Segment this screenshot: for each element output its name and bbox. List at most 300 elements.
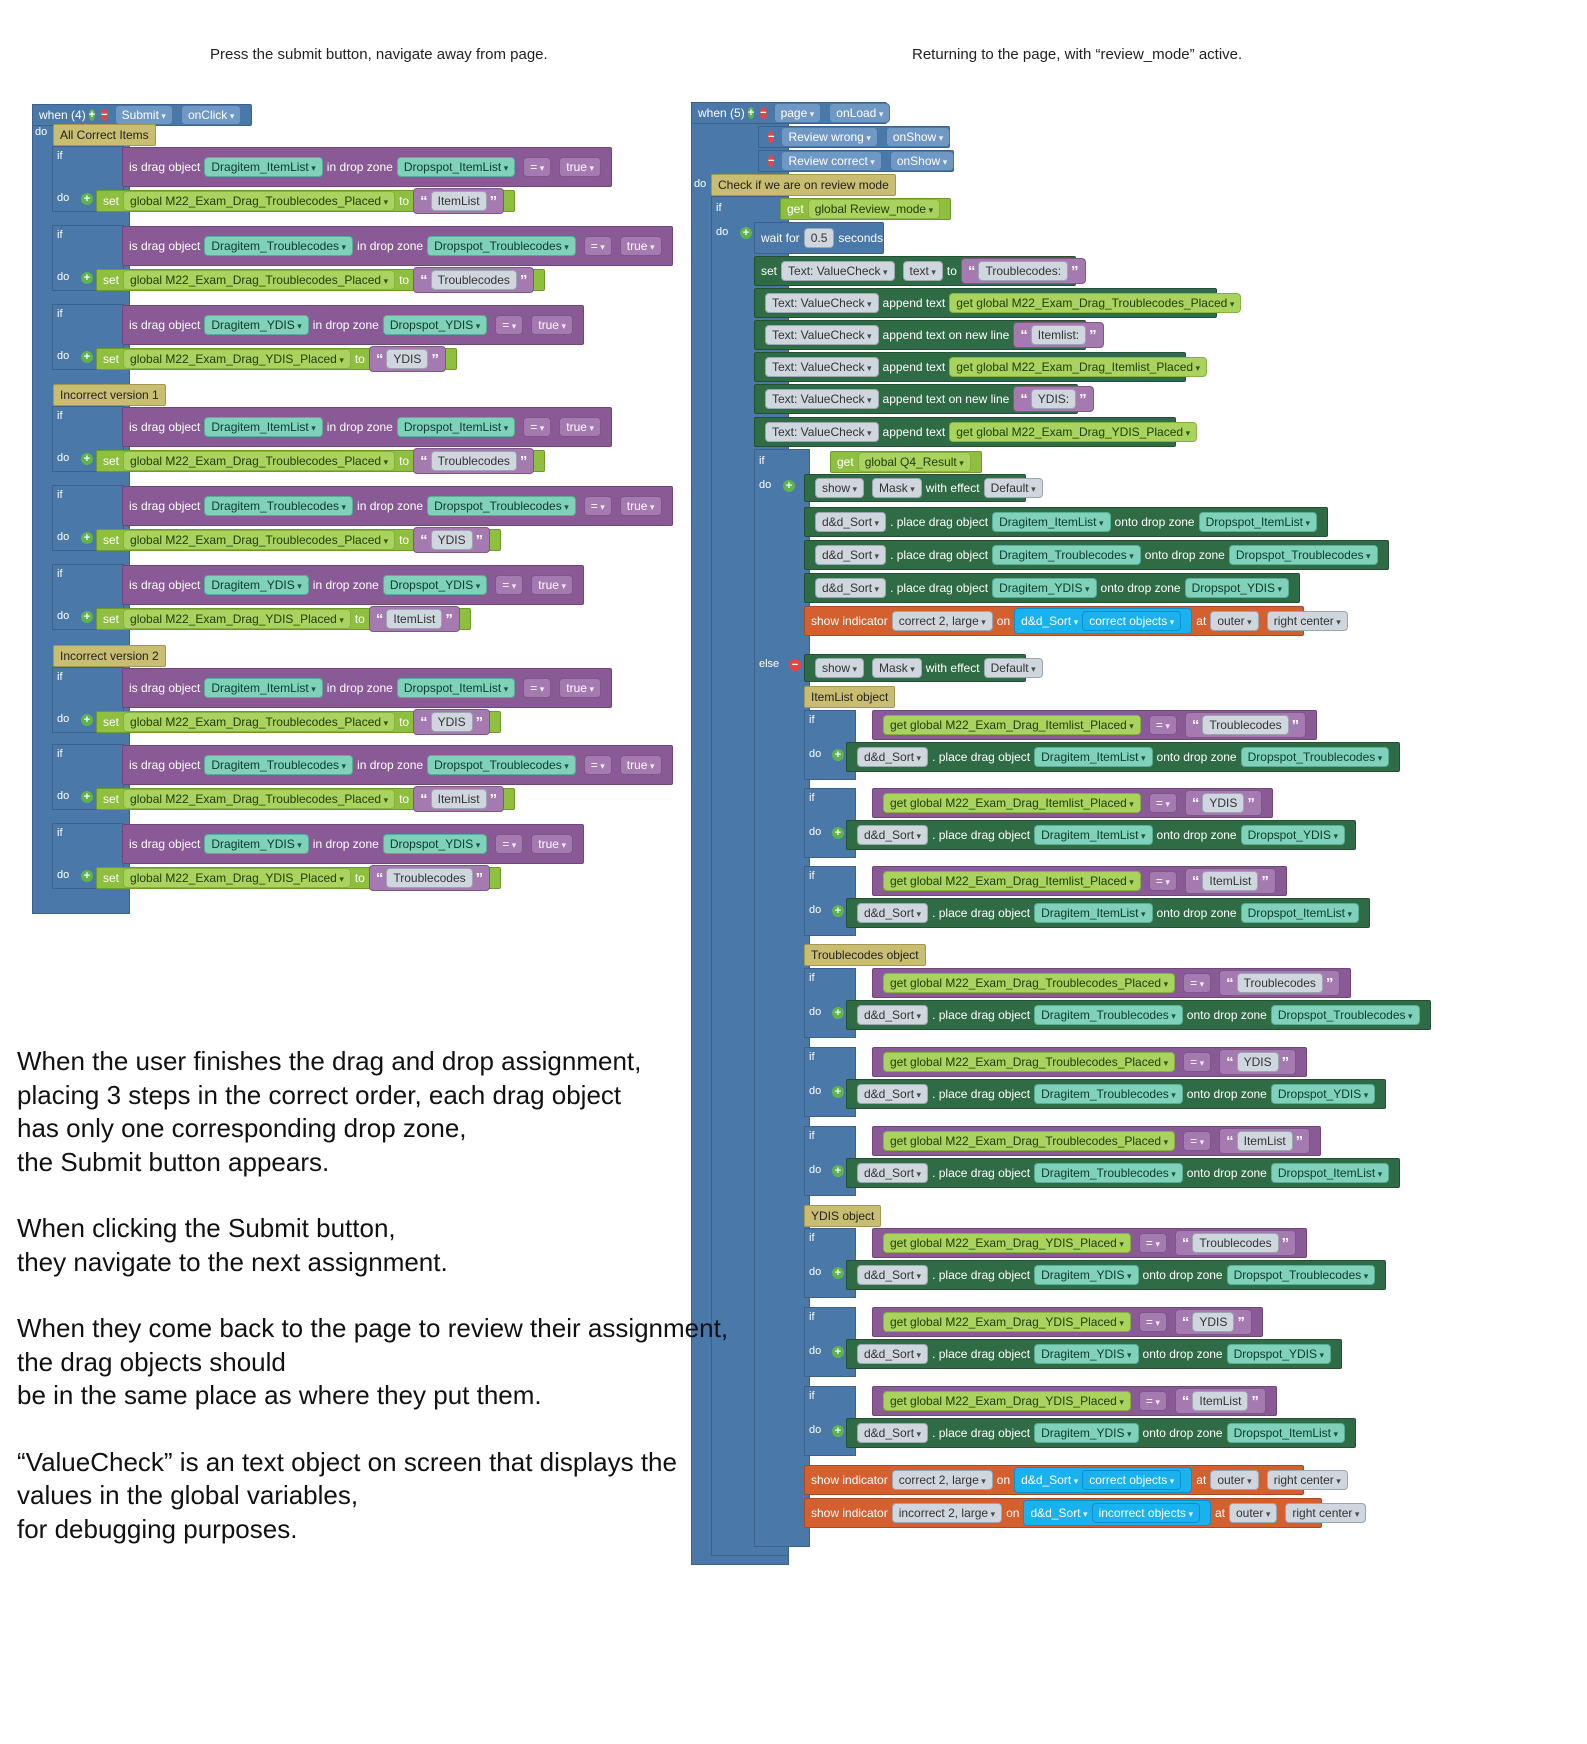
true-value[interactable]: true ▾ <box>531 315 573 335</box>
variable-field[interactable]: global M22_Exam_Drag_YDIS_Placed ▾ <box>910 1315 1124 1329</box>
add-icon[interactable]: + <box>832 1425 844 1437</box>
drop-zone-field[interactable]: Dropspot_ItemList ▾ <box>1199 512 1317 532</box>
open-quote-icon: “ <box>375 869 384 887</box>
position-field[interactable]: right center ▾ <box>1267 611 1348 631</box>
set-block <box>96 711 501 733</box>
in-drop-zone-label: in drop zone <box>357 758 424 772</box>
drag-object-field[interactable]: Dragitem_Troublecodes ▾ <box>204 496 353 516</box>
at-label: at <box>1196 614 1207 628</box>
drag-object-field[interactable]: Dragitem_YDIS ▾ <box>204 315 308 335</box>
value-string-text[interactable]: YDIS <box>1237 1052 1279 1072</box>
sort-target <box>1023 1500 1210 1526</box>
do-keyword: do <box>809 1006 822 1018</box>
comment-text: ItemList object <box>811 690 889 704</box>
equals-operator[interactable]: = ▾ <box>495 315 523 335</box>
label-string-text[interactable]: YDIS: <box>1031 389 1076 409</box>
variable-field[interactable]: global M22_Exam_Drag_Troublecodes_Placed ▾ <box>910 976 1168 990</box>
drop-zone-field[interactable]: Dropspot_YDIS ▾ <box>1271 1084 1375 1104</box>
add-icon[interactable]: + <box>81 870 93 882</box>
is-drag-object-label: is drag object <box>129 499 201 513</box>
sort-target <box>1014 608 1192 634</box>
q4-variable[interactable]: global Q4_Result ▾ <box>858 452 971 472</box>
variable-field[interactable]: global M22_Exam_Drag_YDIS_Placed ▾ <box>910 1236 1124 1250</box>
do-keyword: do <box>716 226 729 238</box>
equals-operator[interactable]: = ▾ <box>495 834 523 854</box>
open-quote-icon: “ <box>420 790 428 808</box>
description-para-3: When they come back to the page to review their assignment, the drag objects should be in the same place as where they put them. <box>17 1313 729 1410</box>
condition-block <box>122 226 673 266</box>
equals-operator[interactable]: = ▾ <box>523 157 551 177</box>
sort-object[interactable]: d&d_Sort ▾ <box>857 1423 928 1443</box>
add-icon[interactable]: + <box>81 532 93 544</box>
sort-object[interactable]: d&d_Sort ▾ <box>815 545 886 565</box>
add-icon[interactable]: + <box>832 1007 844 1019</box>
variable-field[interactable]: global M22_Exam_Drag_Troublecodes_Placed ▾ <box>123 270 395 290</box>
add-icon[interactable]: + <box>81 351 93 363</box>
drop-zone-field[interactable]: Dropspot_Troublecodes ▾ <box>1241 747 1390 767</box>
equals-operator[interactable]: = ▾ <box>1139 1391 1167 1411</box>
is-drag-object-label: is drag object <box>129 578 201 592</box>
outer-field[interactable]: outer ▾ <box>1229 1503 1277 1523</box>
do-keyword: do <box>57 790 70 802</box>
outer-field[interactable]: outer ▾ <box>1210 1470 1258 1490</box>
description-para-4: “ValueCheck” is an text object on screen that displays the values in the global variables, for debugging purposes. <box>17 1446 677 1544</box>
value-string <box>413 267 534 293</box>
value-string-text[interactable]: ItemList <box>431 789 487 809</box>
variable-field[interactable]: global M22_Exam_Drag_Troublecodes_Placed ▾ <box>123 712 395 732</box>
value-string-text[interactable]: Troublecodes <box>386 868 472 888</box>
close-quote-icon: ” <box>489 192 498 210</box>
do-keyword: do <box>694 178 707 190</box>
place-label: . place drag object <box>932 1268 1031 1282</box>
get-keyword: get <box>890 1236 911 1250</box>
sort-object[interactable]: d&d_Sort ▾ <box>857 903 928 923</box>
value-string <box>413 709 490 735</box>
remove-icon[interactable]: − <box>760 107 767 119</box>
sort-object[interactable]: d&d_Sort ▾ <box>1021 614 1078 628</box>
sort-object[interactable]: d&d_Sort ▾ <box>857 1344 928 1364</box>
comment-text: All Correct Items <box>60 128 149 142</box>
value-string <box>369 865 490 891</box>
do-keyword: do <box>35 126 48 138</box>
sort-object[interactable]: d&d_Sort ▾ <box>815 578 886 598</box>
do-keyword: do <box>809 904 822 916</box>
value-string-text[interactable]: YDIS <box>386 349 428 369</box>
drop-zone-field[interactable]: Dropspot_YDIS ▾ <box>1241 825 1345 845</box>
equals-operator[interactable]: = ▾ <box>584 496 612 516</box>
drag-object-field[interactable]: Dragitem_ItemList ▾ <box>204 678 322 698</box>
remove-icon[interactable]: − <box>789 659 801 671</box>
add-icon[interactable]: + <box>81 453 93 465</box>
drop-zone-field[interactable]: Dropspot_ItemList ▾ <box>397 678 515 698</box>
drag-object-field[interactable]: Dragitem_YDIS ▾ <box>204 575 308 595</box>
position-field[interactable]: right center ▾ <box>1267 1470 1348 1490</box>
objects-field[interactable]: correct objects ▾ <box>1082 611 1181 631</box>
indicator-type[interactable]: correct 2, large ▾ <box>892 1470 993 1490</box>
in-drop-zone-label: in drop zone <box>326 681 393 695</box>
variable-field[interactable]: global M22_Exam_Drag_Itemlist_Placed ▾ <box>910 718 1134 732</box>
drop-zone-field[interactable]: Dropspot_ItemList ▾ <box>1271 1163 1389 1183</box>
value-string <box>413 188 504 214</box>
when-block <box>32 104 252 126</box>
variable-field[interactable]: global M22_Exam_Drag_Troublecodes_Placed ▾ <box>910 1055 1168 1069</box>
add-icon[interactable]: + <box>832 1086 844 1098</box>
do-keyword: do <box>57 531 70 543</box>
wait-seconds-value[interactable]: 0.5 <box>804 228 835 248</box>
value-string-text[interactable]: ItemList <box>1237 1131 1293 1151</box>
description <box>17 1045 777 1579</box>
seconds-label: seconds <box>838 231 884 245</box>
to-keyword: to <box>354 871 365 885</box>
value-string-text[interactable]: YDIS <box>1192 1312 1234 1332</box>
label-string <box>1013 386 1093 412</box>
equals-operator[interactable]: = ▾ <box>1149 715 1177 735</box>
drop-zone-field[interactable]: Dropspot_Troublecodes ▾ <box>1227 1265 1376 1285</box>
drag-object-field[interactable]: Dragitem_ItemList ▾ <box>992 512 1110 532</box>
drop-zone-field[interactable]: Dropspot_ItemList ▾ <box>1227 1423 1345 1443</box>
value-string-text[interactable]: ItemList <box>1192 1391 1248 1411</box>
text-object[interactable]: Text: ValueCheck ▾ <box>765 293 879 313</box>
objects-field[interactable]: incorrect objects ▾ <box>1092 1503 1200 1523</box>
do-keyword: do <box>57 713 70 725</box>
event-row-3 <box>758 150 954 172</box>
troublecodes-string-text[interactable]: Troublecodes: <box>978 261 1068 281</box>
remove-icon[interactable]: − <box>101 109 108 121</box>
drop-zone-field[interactable]: Dropspot_YDIS ▾ <box>383 575 487 595</box>
value-string-text[interactable]: YDIS <box>1202 793 1244 813</box>
variable-field[interactable]: global M22_Exam_Drag_YDIS_Placed ▾ <box>123 868 351 888</box>
true-value[interactable]: true ▾ <box>559 678 601 698</box>
add-icon[interactable]: + <box>783 480 795 492</box>
get-keyword: get <box>890 718 911 732</box>
comment-block <box>804 944 926 966</box>
equals-operator[interactable]: = ▾ <box>523 417 551 437</box>
to-keyword: to <box>946 264 957 278</box>
if-keyword: if <box>809 870 815 882</box>
true-value[interactable]: true ▾ <box>559 157 601 177</box>
to-keyword: to <box>399 454 410 468</box>
if-keyword: if <box>809 1232 815 1244</box>
value-string <box>1219 970 1340 996</box>
set-block <box>96 788 515 810</box>
place-label: . place drag object <box>932 828 1031 842</box>
if-keyword: if <box>57 827 63 839</box>
variable-field[interactable]: global M22_Exam_Drag_YDIS_Placed ▾ <box>976 425 1190 439</box>
drag-object-field[interactable]: Dragitem_YDIS ▾ <box>204 834 308 854</box>
drop-zone-field[interactable]: Dropspot_ItemList ▾ <box>1241 903 1359 923</box>
drag-object-field[interactable]: Dragitem_ItemList ▾ <box>1034 825 1152 845</box>
sort-object[interactable]: d&d_Sort ▾ <box>815 512 886 532</box>
drag-object-field[interactable]: Dragitem_YDIS ▾ <box>1034 1344 1138 1364</box>
set-keyword: set <box>103 194 120 208</box>
is-drag-object-label: is drag object <box>129 239 201 253</box>
variable-field[interactable]: global M22_Exam_Drag_Troublecodes_Placed ▾ <box>976 296 1234 310</box>
equals-operator[interactable]: = ▾ <box>1149 871 1177 891</box>
condition-block <box>872 866 1287 896</box>
drag-object-field[interactable]: Dragitem_ItemList ▾ <box>204 157 322 177</box>
onto-label: onto drop zone <box>1186 1166 1267 1180</box>
true-value[interactable]: true ▾ <box>559 417 601 437</box>
event-object[interactable]: Review correct ▾ <box>781 151 881 171</box>
drop-zone-field[interactable]: Dropspot_Troublecodes ▾ <box>1229 545 1378 565</box>
text-property[interactable]: text ▾ <box>903 261 943 281</box>
remove-icon[interactable]: − <box>768 155 775 167</box>
add-icon[interactable]: + <box>81 611 93 623</box>
variable-field[interactable]: global M22_Exam_Drag_Troublecodes_Placed ▾ <box>123 789 395 809</box>
on-label: on <box>1006 1506 1020 1520</box>
add-icon[interactable]: + <box>81 714 93 726</box>
drag-object-field[interactable]: Dragitem_Troublecodes ▾ <box>204 755 353 775</box>
value-string-text[interactable]: YDIS <box>431 712 473 732</box>
get-block <box>883 871 1141 891</box>
add-icon[interactable]: + <box>832 1346 844 1358</box>
place-block <box>804 540 1389 570</box>
drag-object-field[interactable]: Dragitem_Troublecodes ▾ <box>1034 1005 1183 1025</box>
close-quote-icon: ” <box>489 790 498 808</box>
show-indicator-block <box>804 1465 1334 1495</box>
sort-target <box>1014 1467 1192 1493</box>
equals-operator[interactable]: = ▾ <box>584 236 612 256</box>
place-label: . place drag object <box>932 1426 1031 1440</box>
add-icon[interactable]: + <box>81 193 93 205</box>
in-drop-zone-label: in drop zone <box>357 239 424 253</box>
open-quote-icon: “ <box>1181 1392 1190 1410</box>
is-drag-object-label: is drag object <box>129 160 201 174</box>
equals-operator[interactable]: = ▾ <box>1183 1052 1211 1072</box>
comment-text: Troublecodes object <box>811 948 919 962</box>
comment-block <box>804 686 895 708</box>
variable-field[interactable]: global M22_Exam_Drag_Itemlist_Placed ▾ <box>910 874 1134 888</box>
equals-operator[interactable]: = ▾ <box>1139 1312 1167 1332</box>
do-keyword: do <box>809 1164 822 1176</box>
add-icon[interactable]: + <box>832 749 844 761</box>
sort-object[interactable]: d&d_Sort ▾ <box>857 1084 928 1104</box>
show-field[interactable]: show ▾ <box>815 658 864 678</box>
text-object[interactable]: Text: ValueCheck ▾ <box>765 357 879 377</box>
drag-object-field[interactable]: Dragitem_Troublecodes ▾ <box>204 236 353 256</box>
place-block <box>846 1000 1431 1030</box>
event-name[interactable]: onShow ▾ <box>886 127 950 147</box>
on-label: on <box>996 1473 1011 1487</box>
with-effect-label: with effect <box>925 481 980 495</box>
sort-object[interactable]: d&d_Sort ▾ <box>1030 1506 1087 1520</box>
label-string-text[interactable]: Itemlist: <box>1031 325 1086 345</box>
open-quote-icon: “ <box>420 192 428 210</box>
variable-field[interactable]: global M22_Exam_Drag_Troublecodes_Placed ▾ <box>123 530 395 550</box>
value-string-text[interactable]: Troublecodes <box>431 270 517 290</box>
comment-block <box>804 1205 881 1227</box>
equals-operator[interactable]: = ▾ <box>584 755 612 775</box>
in-drop-zone-label: in drop zone <box>357 499 424 513</box>
comment-text: Incorrect version 1 <box>60 388 159 402</box>
condition-block <box>872 788 1273 818</box>
description-para-2: When clicking the Submit button, they navigate to the next assignment. <box>17 1213 448 1277</box>
drag-object-field[interactable]: Dragitem_Troublecodes ▾ <box>1034 1084 1183 1104</box>
get-keyword: get <box>890 1055 911 1069</box>
if-keyword: if <box>809 1311 815 1323</box>
drag-object-field[interactable]: Dragitem_YDIS ▾ <box>1034 1423 1138 1443</box>
add-icon[interactable]: + <box>832 827 844 839</box>
condition-block <box>122 486 673 526</box>
drop-zone-field[interactable]: Dropspot_Troublecodes ▾ <box>427 496 576 516</box>
effect-field[interactable]: Default ▾ <box>984 658 1043 678</box>
value-string <box>1219 1049 1296 1075</box>
drop-zone-field[interactable]: Dropspot_YDIS ▾ <box>1227 1344 1331 1364</box>
drag-object-field[interactable]: Dragitem_ItemList ▾ <box>1034 903 1152 923</box>
place-block <box>846 898 1370 928</box>
value-string-text[interactable]: Troublecodes <box>1237 973 1323 993</box>
equals-operator[interactable]: = ▾ <box>1149 793 1177 813</box>
add-icon[interactable]: + <box>747 107 755 119</box>
value-string <box>1185 790 1262 816</box>
do-keyword: do <box>57 350 70 362</box>
drop-zone-field[interactable]: Dropspot_Troublecodes ▾ <box>427 236 576 256</box>
drop-zone-field[interactable]: Dropspot_ItemList ▾ <box>397 417 515 437</box>
text-object[interactable]: Text: ValueCheck ▾ <box>765 389 879 409</box>
drag-object-field[interactable]: Dragitem_ItemList ▾ <box>1034 747 1152 767</box>
true-value[interactable]: true ▾ <box>620 496 662 516</box>
text-object[interactable]: Text: ValueCheck ▾ <box>765 422 879 442</box>
variable-field[interactable]: global M22_Exam_Drag_Troublecodes_Placed ▾ <box>123 191 395 211</box>
variable-field[interactable]: global M22_Exam_Drag_Itemlist_Placed ▾ <box>910 796 1134 810</box>
drop-zone-field[interactable]: Dropspot_Troublecodes ▾ <box>1271 1005 1420 1025</box>
event-name[interactable]: onShow ▾ <box>890 151 954 171</box>
set-block <box>96 529 501 551</box>
add-icon[interactable]: + <box>832 905 844 917</box>
drag-object-field[interactable]: Dragitem_YDIS ▾ <box>992 578 1096 598</box>
drop-zone-field[interactable]: Dropspot_ItemList ▾ <box>397 157 515 177</box>
event-object[interactable]: page ▾ <box>774 103 822 123</box>
drop-zone-field[interactable]: Dropspot_YDIS ▾ <box>1185 578 1289 598</box>
outer-field[interactable]: outer ▾ <box>1210 611 1258 631</box>
show-indicator-label: show indicator <box>811 614 888 628</box>
true-value[interactable]: true ▾ <box>620 236 662 256</box>
sort-object[interactable]: d&d_Sort ▾ <box>857 1163 928 1183</box>
add-icon[interactable]: + <box>88 109 96 121</box>
drag-object-field[interactable]: Dragitem_Troublecodes ▾ <box>1034 1163 1183 1183</box>
append-block <box>754 288 1228 318</box>
value-string-text[interactable]: Troublecodes <box>1202 715 1288 735</box>
if-keyword: if <box>57 671 63 683</box>
drop-zone-field[interactable]: Dropspot_Troublecodes ▾ <box>427 755 576 775</box>
remove-icon[interactable]: − <box>768 131 775 143</box>
drop-zone-field[interactable]: Dropspot_YDIS ▾ <box>383 315 487 335</box>
drag-object-field[interactable]: Dragitem_YDIS ▾ <box>1034 1265 1138 1285</box>
text-object[interactable]: Text: ValueCheck ▾ <box>765 325 879 345</box>
add-icon[interactable]: + <box>740 227 752 239</box>
true-value[interactable]: true ▾ <box>620 755 662 775</box>
condition-block <box>122 824 584 864</box>
get-keyword: get <box>956 425 977 439</box>
position-field[interactable]: right center ▾ <box>1285 1503 1366 1523</box>
objects-field[interactable]: correct objects ▾ <box>1082 1470 1181 1490</box>
variable-field[interactable]: global M22_Exam_Drag_YDIS_Placed ▾ <box>910 1394 1124 1408</box>
review-variable[interactable]: global Review_mode ▾ <box>808 199 940 219</box>
do-keyword: do <box>809 1085 822 1097</box>
true-value[interactable]: true ▾ <box>531 834 573 854</box>
value-string-text[interactable]: YDIS <box>431 530 473 550</box>
to-keyword: to <box>399 533 410 547</box>
condition-block <box>122 407 612 447</box>
equals-operator[interactable]: = ▾ <box>1183 1131 1211 1151</box>
get-block <box>949 293 1241 313</box>
in-drop-zone-label: in drop zone <box>326 160 393 174</box>
variable-field[interactable]: global M22_Exam_Drag_Troublecodes_Placed ▾ <box>123 451 395 471</box>
comment-text: Check if we are on review mode <box>718 178 889 192</box>
value-string-text[interactable]: Troublecodes <box>1192 1233 1278 1253</box>
place-label: . place drag object <box>932 1087 1031 1101</box>
event-object[interactable]: Submit ▾ <box>115 105 173 125</box>
drag-object-field[interactable]: Dragitem_ItemList ▾ <box>204 417 322 437</box>
sort-object[interactable]: d&d_Sort ▾ <box>857 825 928 845</box>
event-name[interactable]: onClick ▾ <box>181 105 241 125</box>
add-icon[interactable]: + <box>81 272 93 284</box>
equals-operator[interactable]: = ▾ <box>523 678 551 698</box>
add-icon[interactable]: + <box>832 1165 844 1177</box>
value-string <box>413 786 504 812</box>
variable-field[interactable]: global M22_Exam_Drag_YDIS_Placed ▾ <box>123 349 351 369</box>
indicator-type[interactable]: incorrect 2, large ▾ <box>892 1503 1002 1523</box>
onto-label: onto drop zone <box>1142 1426 1223 1440</box>
sort-object[interactable]: d&d_Sort ▾ <box>857 1265 928 1285</box>
place-block <box>846 742 1400 772</box>
variable-field[interactable]: global M22_Exam_Drag_Itemlist_Placed ▾ <box>976 360 1200 374</box>
condition-block <box>122 668 612 708</box>
add-icon[interactable]: + <box>832 1267 844 1279</box>
value-string-text[interactable]: Troublecodes <box>431 451 517 471</box>
drop-zone-field[interactable]: Dropspot_YDIS ▾ <box>383 834 487 854</box>
effect-field[interactable]: Default ▾ <box>984 478 1043 498</box>
place-block <box>846 1260 1386 1290</box>
if-keyword: if <box>57 410 63 422</box>
if-keyword: if <box>759 455 765 467</box>
value-string-text[interactable]: ItemList <box>1202 871 1258 891</box>
close-quote-icon: ” <box>1281 1053 1290 1071</box>
variable-field[interactable]: global M22_Exam_Drag_YDIS_Placed ▾ <box>123 609 351 629</box>
drag-object-field[interactable]: Dragitem_Troublecodes ▾ <box>992 545 1141 565</box>
true-value[interactable]: true ▾ <box>531 575 573 595</box>
open-quote-icon: “ <box>1020 390 1028 408</box>
mask-field[interactable]: Mask ▾ <box>872 478 922 498</box>
sort-object[interactable]: d&d_Sort ▾ <box>857 1005 928 1025</box>
text-object[interactable]: Text: ValueCheck ▾ <box>781 261 895 281</box>
set-block <box>96 608 471 630</box>
value-string <box>1185 868 1276 894</box>
do-keyword: do <box>809 826 822 838</box>
mask-field[interactable]: Mask ▾ <box>872 658 922 678</box>
value-string-text[interactable]: ItemList <box>431 191 487 211</box>
if-keyword: if <box>809 1390 815 1402</box>
event-name[interactable]: onLoad ▾ <box>829 103 890 123</box>
event-object[interactable]: Review wrong ▾ <box>781 127 877 147</box>
at-label: at <box>1214 1506 1225 1520</box>
sort-object[interactable]: d&d_Sort ▾ <box>857 747 928 767</box>
place-label: . place drag object <box>932 906 1031 920</box>
sort-object[interactable]: d&d_Sort ▾ <box>1021 1473 1078 1487</box>
equals-operator[interactable]: = ▾ <box>1139 1233 1167 1253</box>
variable-field[interactable]: global M22_Exam_Drag_Troublecodes_Placed ▾ <box>910 1134 1168 1148</box>
add-icon[interactable]: + <box>81 791 93 803</box>
indicator-type[interactable]: correct 2, large ▾ <box>892 611 993 631</box>
equals-operator[interactable]: = ▾ <box>495 575 523 595</box>
onto-label: onto drop zone <box>1186 1087 1267 1101</box>
equals-operator[interactable]: = ▾ <box>1183 973 1211 993</box>
onto-label: onto drop zone <box>1114 515 1195 529</box>
onto-label: onto drop zone <box>1156 906 1237 920</box>
value-string-text[interactable]: ItemList <box>386 609 442 629</box>
show-field[interactable]: show ▾ <box>815 478 864 498</box>
get-keyword: get <box>890 796 911 810</box>
